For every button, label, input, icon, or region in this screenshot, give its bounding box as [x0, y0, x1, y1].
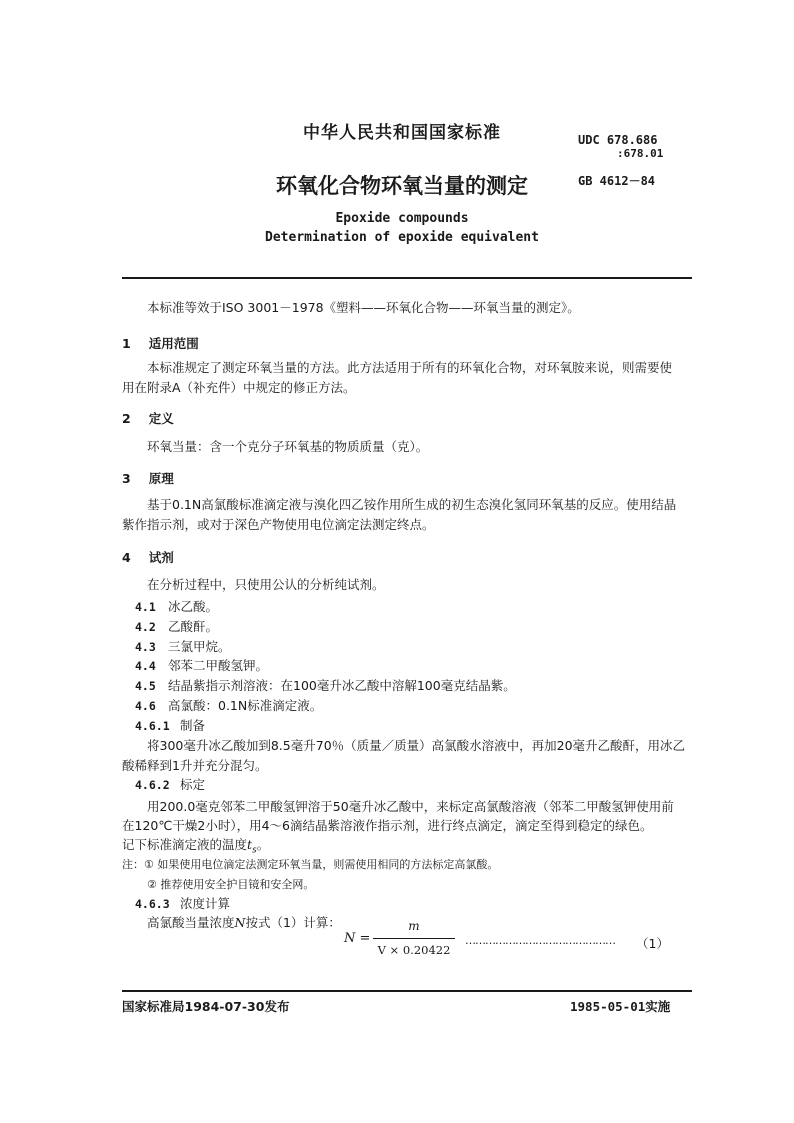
formula-lhs: N = [344, 931, 371, 946]
subsection-number: 4.6.2 [135, 778, 170, 792]
subsection-4-6-2-line-1: 用200.0毫克邻苯二甲酸氢钾溶于50毫升冰乙酸中，来标定高氯酸溶液（邻苯二甲酸氢钾使用前 [147, 799, 674, 814]
subsection-number: 4.6.1 [135, 719, 170, 733]
temperature-subscript: s [252, 845, 257, 856]
section-2-line-1: 环氧当量：含一个克分子环氧基的物质质量（克）。 [147, 439, 429, 454]
section-title: 原理 [148, 471, 174, 486]
reagent-text: 冰乙酸。 [168, 599, 219, 614]
section-4-heading [122, 548, 174, 566]
document-title: 环氧化合物环氧当量的测定 [276, 174, 528, 198]
subsection-title: 标定 [180, 777, 206, 792]
subsection-title: 浓度计算 [180, 896, 231, 911]
reagent-item [135, 617, 218, 635]
reagent-item [135, 597, 218, 615]
issue-date: 国家标准局1984-07-30发布 [122, 999, 290, 1014]
reagent-number: 4.6 [135, 699, 156, 713]
reagent-item [135, 676, 516, 694]
section-3-line-1: 基于0.1N高氯酸标准滴定液与溴化四乙铵作用所生成的初生态溴化氢同环氧基的反应。使用结晶 [147, 497, 677, 512]
reagent-text: 邻苯二甲酸氢钾。 [168, 658, 269, 673]
formula-denominator: V × 0.20422 [377, 943, 451, 957]
reagent-number: 4.1 [135, 600, 156, 614]
section-3-heading [122, 469, 174, 487]
reagent-text: 三氯甲烷。 [168, 639, 231, 654]
note-2: ② 推荐使用安全护目镜和安全网。 [147, 878, 315, 891]
reagent-number: 4.5 [135, 679, 156, 693]
section-3-line-2: 紫作指示剂，或对于深色产物使用电位滴定法测定终点。 [122, 517, 435, 532]
section-4-line-1: 在分析过程中，只使用公认的分析纯试剂。 [147, 577, 385, 592]
concentration-text-end: 按式（1）计算： [245, 915, 341, 930]
reagent-text: 结晶紫指示剂溶液：在100毫升冰乙酸中溶解100毫克结晶紫。 [168, 678, 516, 693]
note-label: 注： [122, 858, 144, 871]
gb-number: GB 4612－84 [578, 174, 656, 188]
subsection-4-6-1-line-2: 酸稀释到1升并充分混匀。 [122, 758, 268, 773]
formula-numerator: m [408, 919, 420, 933]
reagent-text: 乙酸酐。 [168, 619, 219, 634]
issuing-country-title: 中华人民共和国国家标准 [303, 123, 501, 143]
section-title: 定义 [148, 411, 174, 426]
subsection-4-6-2-line-2: 在120℃干燥2小时），用4～6滴结晶紫溶液作指示剂，进行终点滴定，滴定至得到稳定的绿色。 [122, 818, 653, 833]
temperature-variable: t [247, 837, 253, 852]
concentration-variable: N [234, 915, 246, 930]
reagent-number: 4.4 [135, 659, 156, 673]
section-number: 3 [122, 471, 131, 486]
subsection-4-6-3-heading [135, 894, 230, 912]
subsection-4-6-2-line-3 [122, 835, 269, 856]
subsection-title: 制备 [180, 718, 206, 733]
reagent-text: 高氯酸：0.1N标准滴定液。 [168, 698, 323, 713]
section-1-line-1: 本标准规定了测定环氧当量的方法。此方法适用于所有的环氧化合物，对环氧胺来说，则需要使 [147, 360, 673, 375]
section-title: 试剂 [148, 550, 174, 565]
temperature-end: 。 [256, 837, 270, 852]
section-number: 1 [122, 336, 131, 351]
implementation-date: 1985-05-01实施 [570, 999, 671, 1014]
english-title-line-1: Epoxide compounds [335, 211, 469, 226]
udc-code: UDC 678.686 [578, 133, 658, 147]
section-title: 适用范围 [148, 336, 199, 351]
section-1-heading [122, 334, 199, 352]
subsection-4-6-3-line-1 [147, 913, 341, 931]
concentration-text: 高氯酸当量浓度 [147, 915, 235, 930]
section-number: 4 [122, 550, 131, 565]
temperature-text: 记下标准滴定液的温度 [122, 837, 248, 852]
subsection-4-6-1-line-1: 将300毫升冰乙酸加到8.5毫升70％（质量／质量）高氯酸水溶液中，再加20毫升乙酸酐，用冰乙 [147, 738, 686, 753]
udc-code-continued: :678.01 [617, 147, 664, 160]
reagent-item [135, 696, 322, 714]
section-1-line-2: 用在附录A（补充件）中规定的修正方法。 [122, 380, 356, 395]
reagent-number: 4.2 [135, 620, 156, 634]
equation-number: （1） [636, 936, 669, 951]
subsection-4-6-2-heading [135, 775, 205, 793]
footer-divider [122, 990, 692, 992]
fraction-bar [373, 938, 455, 939]
intro-text: 本标准等效于ISO 3001－1978《塑料——环氧化合物——环氧当量的测定》。 [147, 300, 580, 315]
note-1 [122, 856, 498, 872]
subsection-4-6-1-heading [135, 716, 205, 734]
section-2-heading [122, 409, 174, 427]
reagent-item [135, 656, 268, 674]
english-title-line-2: Determination of epoxide equivalent [265, 230, 539, 245]
reagent-number: 4.3 [135, 640, 156, 654]
subsection-number: 4.6.3 [135, 897, 170, 911]
note-text: ① 如果使用电位滴定法测定环氧当量，则需使用相同的方法标定高氯酸。 [144, 858, 499, 871]
formula-leader-dots: ……………………………………… [465, 934, 615, 947]
reagent-item [135, 637, 231, 655]
header-divider [122, 277, 692, 279]
section-number: 2 [122, 411, 131, 426]
